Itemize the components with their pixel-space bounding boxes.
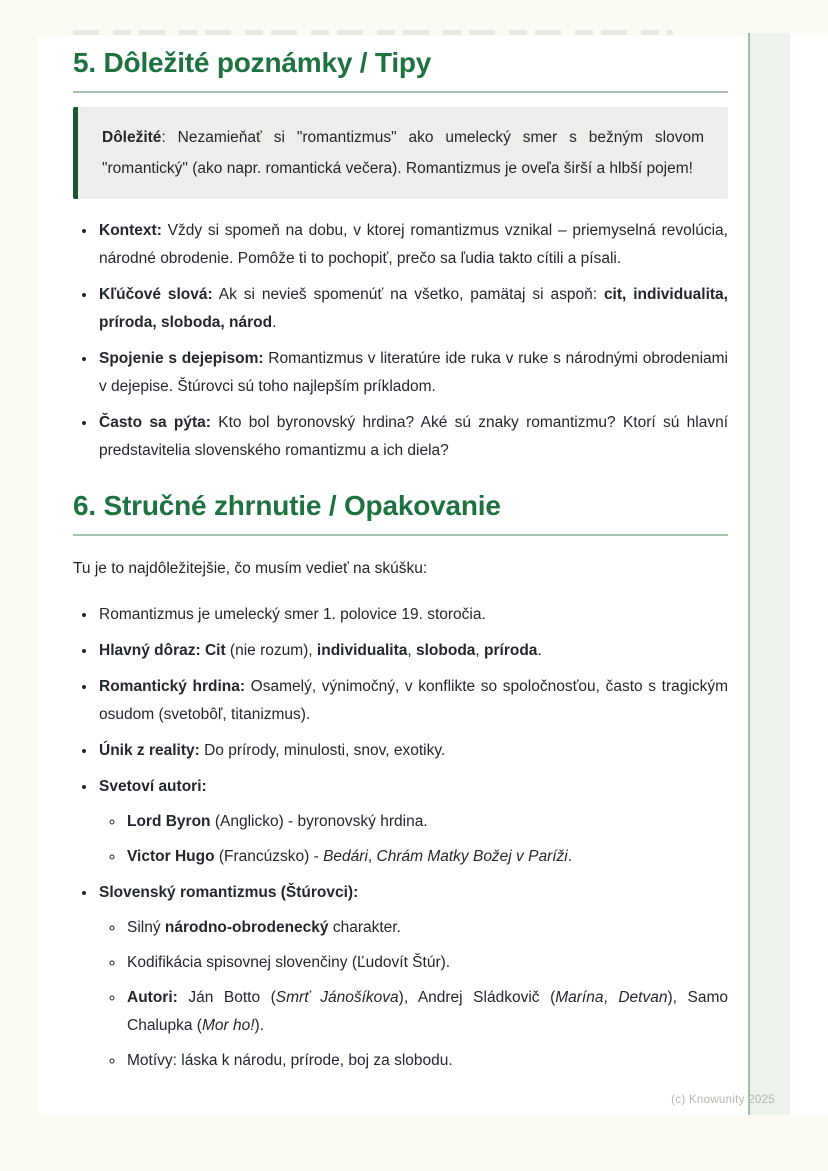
list-item: • Hlavný dôraz: Cit (nie rozum), individualita, sloboda, príroda. [97, 637, 728, 665]
next-page-sliver [790, 33, 828, 1115]
list-item [97, 879, 728, 1075]
list-item: • Kontext: Vždy si spomeň na dobu, v ktorej romantizmus vznikal – priemyselná revolúcia, národné obrodenie. Pomôže ti to pochopiť, prečo sa ľudia takto cítili a písali. [97, 217, 728, 273]
previous-page-edge [73, 30, 673, 35]
list-item: • Romantizmus je umelecký smer 1. polovice 19. storočia. [97, 601, 728, 629]
sub-list-item: ◦ Lord Byron (Anglicko) - byronovský hrdina. [125, 808, 728, 836]
list-item-label: Svetoví autori: [99, 778, 207, 795]
sub-list-item: ◦ Motívy: láska k národu, prírode, boj za slobodu. [125, 1047, 728, 1075]
tips-list [73, 217, 728, 465]
important-callout [73, 107, 728, 199]
sub-list-item: ◦ Victor Hugo (Francúzsko) - Bedári, Chrám Matky Božej v Paríži. [125, 843, 728, 871]
world-authors-sublist [99, 808, 728, 871]
list-item: • Únik z reality: Do prírody, minulosti, snov, exotiky. [97, 737, 728, 765]
sub-list-item: ◦ Autori: Ján Botto (Smrť Jánošíkova), Andrej Sládkovič (Marína, Detvan), Samo Chalupka (Mor ho!). [125, 984, 728, 1040]
section-6-divider [73, 534, 728, 536]
list-item: • Kľúčové slová: Ak si nevieš spomenúť na všetko, pamätaj si aspoň: cit, individualita, príroda, sloboda, národ. [97, 281, 728, 337]
document-page [37, 36, 748, 1115]
copyright-watermark: (c) Knowunity 2025 [671, 1094, 775, 1106]
section-6-heading: 6. Stručné zhrnutie / Opakovanie [73, 490, 501, 521]
summary-list [73, 601, 728, 1075]
slovak-romanticism-sublist [99, 914, 728, 1075]
list-item [97, 773, 728, 871]
list-item: • Romantický hrdina: Osamelý, výnimočný, v konflikte so spoločnosťou, často s tragickým osudom (svetobôľ, titanizmus). [97, 673, 728, 729]
summary-intro: Tu je to najdôležitejšie, čo musím vedieť na skúšku: [73, 560, 428, 577]
sub-list-item: ◦ Silný národno-obrodenecký charakter. [125, 914, 728, 942]
list-item: • Často sa pýta: Kto bol byronovský hrdina? Aké sú znaky romantizmu? Ktorí sú hlavní predstavitelia slovenského romantizmu a ich diela? [97, 409, 728, 465]
list-item: • Spojenie s dejepisom: Romantizmus v literatúre ide ruka v ruke s národnými obrodeniami v dejepise. Štúrovci sú toho najlepším príkladom. [97, 345, 728, 401]
section-5-divider [73, 91, 728, 93]
list-item-label: Slovenský romantizmus (Štúrovci): [99, 884, 359, 901]
callout-text: Dôležité: Nezamieňať si "romantizmus" ako umelecký smer s bežným slovom "romantický" (ako napr. romantická večera). Romantizmus je oveľa širší a hlbší pojem! [102, 129, 704, 177]
sub-list-item: ◦ Kodifikácia spisovnej slovenčiny (Ľudovít Štúr). [125, 949, 728, 977]
section-5-heading: 5. Dôležité poznámky / Tipy [73, 47, 432, 78]
next-page-edge [748, 33, 790, 1115]
